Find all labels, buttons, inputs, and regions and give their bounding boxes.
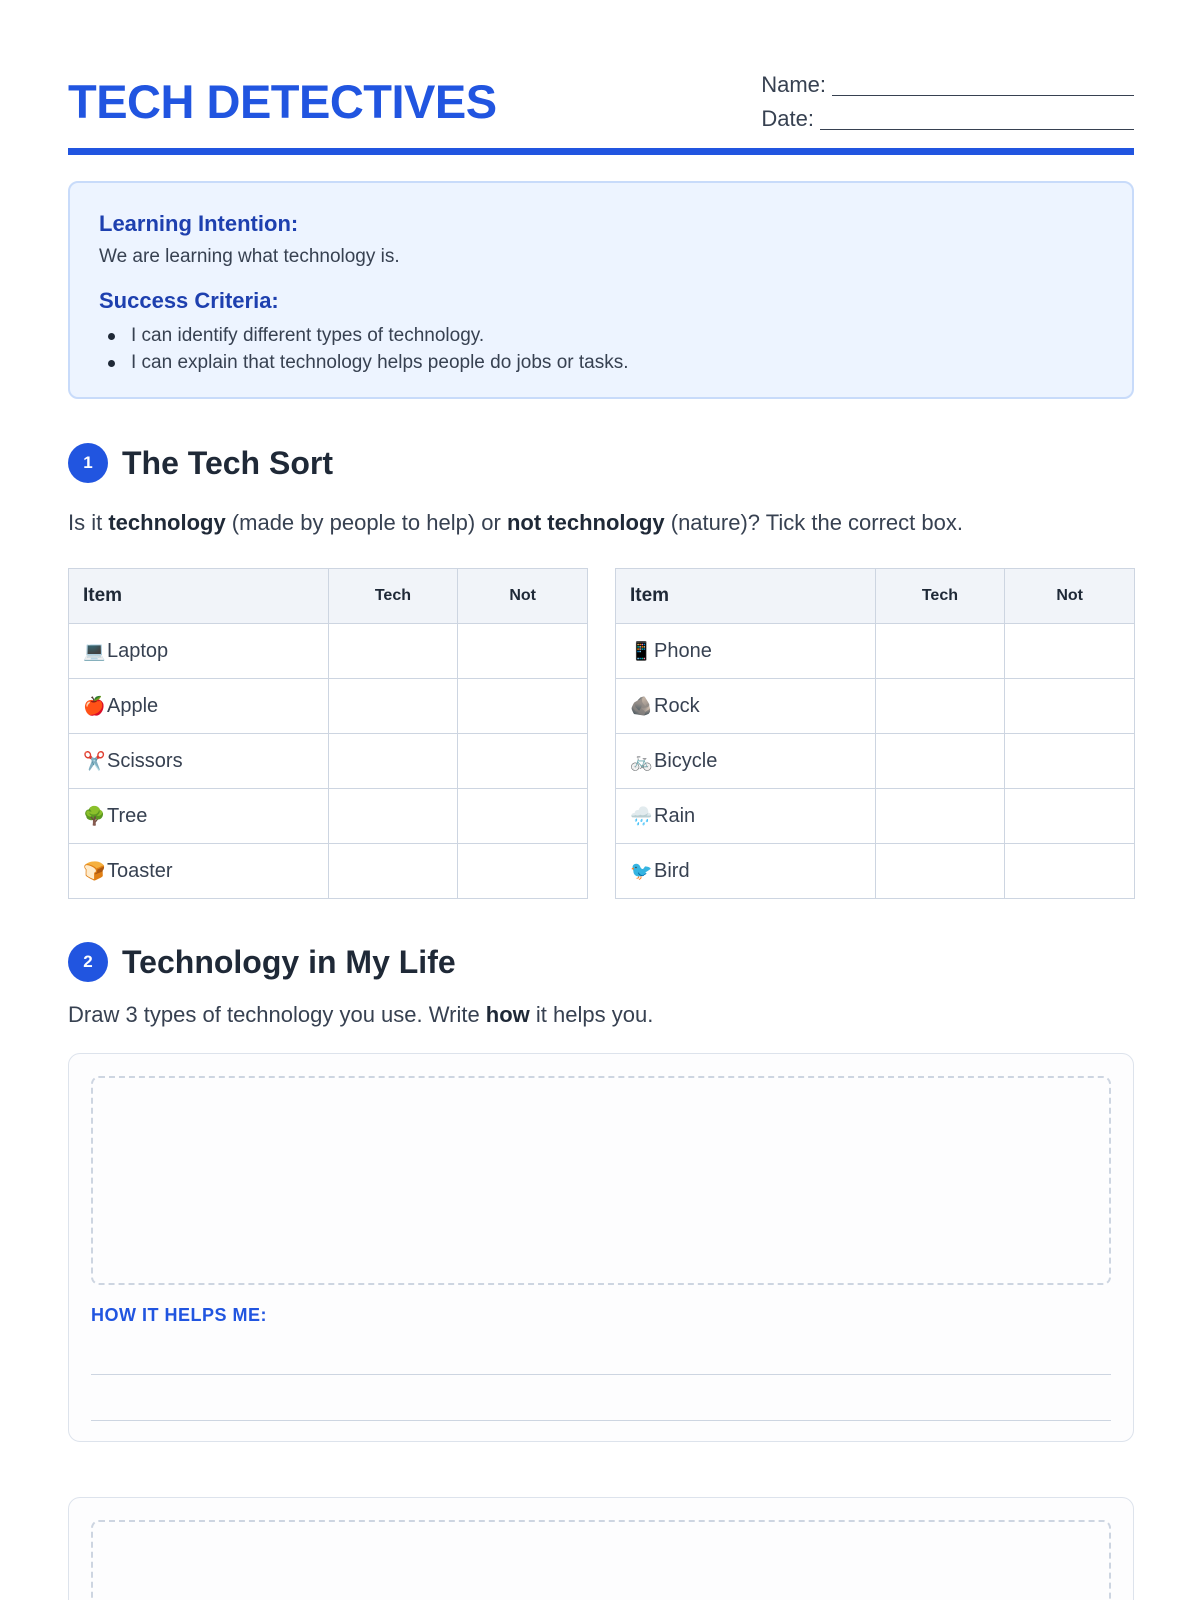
tech-tick-box[interactable] [875, 789, 1005, 844]
instruction-text: Draw 3 types of technology you use. Write [68, 1002, 486, 1027]
item-label: Apple [107, 694, 159, 717]
table-row [616, 789, 1135, 844]
not-tick-box[interactable] [458, 734, 588, 789]
not-tick-box[interactable] [458, 789, 588, 844]
item-label: Toaster [107, 859, 173, 882]
section-title: The Tech Sort [122, 444, 333, 481]
instruction-bold: technology [108, 510, 226, 535]
section-title: Technology in My Life [122, 943, 456, 980]
success-criteria-list [99, 322, 1104, 376]
tech-tick-box[interactable] [875, 679, 1005, 734]
not-tick-box[interactable] [1005, 679, 1135, 734]
not-tick-box[interactable] [1005, 789, 1135, 844]
item-cell [616, 734, 876, 789]
student-info [761, 68, 1134, 136]
tech-sort-instructions [68, 510, 963, 536]
column-header-item: Item [616, 569, 876, 624]
date-label: Date: [761, 106, 814, 131]
writing-line[interactable] [91, 1374, 1111, 1375]
apple-icon: 🍎 [83, 695, 106, 716]
tech-sort-table-right [615, 568, 1135, 899]
tech-tick-box[interactable] [328, 679, 458, 734]
tech-tick-box[interactable] [328, 734, 458, 789]
item-cell [616, 789, 876, 844]
instruction-text: (nature)? Tick the correct box. [664, 510, 963, 535]
item-cell [69, 624, 329, 679]
laptop-icon: 💻 [83, 640, 106, 661]
tech-tick-box[interactable] [875, 734, 1005, 789]
scissors-icon: ✂️ [83, 750, 106, 771]
date-field[interactable] [820, 108, 1134, 130]
not-tick-box[interactable] [1005, 624, 1135, 679]
worksheet-header [68, 60, 1134, 155]
item-label: Phone [654, 639, 712, 662]
table-row [616, 734, 1135, 789]
tech-life-instructions [68, 1002, 653, 1028]
instruction-text: Is it [68, 510, 109, 535]
item-label: Bird [654, 859, 690, 882]
instruction-bold: how [485, 1002, 530, 1027]
section-tech-life-heading [68, 942, 456, 982]
how-it-helps-label: HOW IT HELPS ME: [91, 1305, 267, 1325]
drawing-area[interactable] [91, 1520, 1111, 1600]
phone-icon: 📱 [630, 640, 653, 661]
success-criteria-heading: Success Criteria: [99, 288, 279, 313]
table-header-row [616, 569, 1135, 624]
not-tick-box[interactable] [1005, 844, 1135, 899]
tree-icon: 🌳 [83, 805, 106, 826]
instruction-text: (made by people to help) or [225, 510, 507, 535]
name-label: Name: [761, 72, 826, 97]
tech-tick-box[interactable] [328, 844, 458, 899]
tech-sort-table-left [68, 568, 588, 899]
item-cell [616, 624, 876, 679]
item-label: Laptop [107, 639, 169, 662]
table-row [69, 734, 588, 789]
item-cell [69, 844, 329, 899]
table-row [616, 844, 1135, 899]
instruction-bold: not technology [506, 510, 665, 535]
table-row [69, 844, 588, 899]
drawing-area[interactable] [91, 1076, 1111, 1285]
column-header-tech: Tech [328, 569, 458, 624]
tech-tick-box[interactable] [875, 844, 1005, 899]
item-label: Bicycle [654, 749, 718, 772]
name-field[interactable] [832, 74, 1134, 96]
worksheet-title: TECH DETECTIVES [68, 75, 497, 128]
success-criterion: I can identify different types of technology. [99, 322, 1104, 349]
tech-tick-box[interactable] [875, 624, 1005, 679]
learning-intention-text: We are learning what technology is. [99, 246, 400, 267]
table-row [69, 624, 588, 679]
column-header-tech: Tech [875, 569, 1005, 624]
learning-intention-box [68, 181, 1134, 399]
not-tick-box[interactable] [1005, 734, 1135, 789]
table-row [69, 789, 588, 844]
instruction-text: it helps you. [529, 1002, 654, 1027]
item-label: Tree [107, 804, 148, 827]
item-cell [69, 734, 329, 789]
tech-tick-box[interactable] [328, 789, 458, 844]
date-row [761, 102, 1134, 136]
table-row [616, 679, 1135, 734]
item-cell [616, 844, 876, 899]
item-cell [69, 679, 329, 734]
tech-tick-box[interactable] [328, 624, 458, 679]
bicycle-icon: 🚲 [630, 750, 653, 771]
bird-icon: 🐦 [630, 860, 653, 881]
rock-icon: 🪨 [630, 695, 653, 716]
name-row [761, 68, 1134, 102]
drawing-card [68, 1053, 1134, 1442]
item-label: Scissors [107, 749, 183, 772]
column-header-not: Not [458, 569, 588, 624]
not-tick-box[interactable] [458, 624, 588, 679]
learning-intention-heading: Learning Intention: [99, 211, 299, 236]
writing-line[interactable] [91, 1420, 1111, 1421]
item-cell [616, 679, 876, 734]
section-number-badge: 2 [68, 942, 108, 982]
rain-icon: 🌧️ [630, 805, 653, 826]
column-header-not: Not [1005, 569, 1135, 624]
section-tech-sort-heading [68, 443, 333, 483]
table-header-row [69, 569, 588, 624]
success-criterion: I can explain that technology helps people do jobs or tasks. [99, 349, 1104, 376]
drawing-card [68, 1497, 1134, 1600]
table-row [69, 679, 588, 734]
item-label: Rain [654, 804, 696, 827]
not-tick-box[interactable] [458, 679, 588, 734]
toaster-icon: 🍞 [83, 860, 106, 881]
item-cell [69, 789, 329, 844]
item-label: Rock [654, 694, 700, 717]
not-tick-box[interactable] [458, 844, 588, 899]
column-header-item: Item [69, 569, 329, 624]
table-row [616, 624, 1135, 679]
section-number-badge: 1 [68, 443, 108, 483]
